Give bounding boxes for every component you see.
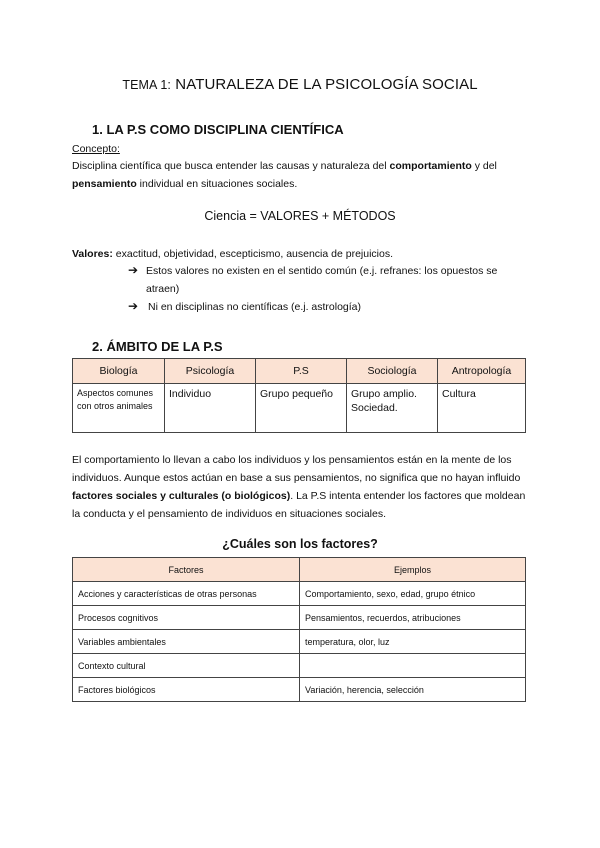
values-text: exactitud, objetividad, escepticismo, ausencia de prejuicios. [112,248,394,260]
scope-cell-psicologia: Individuo [165,384,256,433]
scope-header-sociologia: Sociología [347,359,438,384]
scope-table-header [73,359,526,384]
title-main: NATURALEZA DE LA PSICOLOGÍA SOCIAL [175,76,478,93]
def-bold2: pensamiento [72,178,137,190]
scope-cell-ps: Grupo pequeño [256,384,347,433]
example-cell: Pensamientos, recuerdos, atribuciones [300,606,526,630]
arrow-item-2: Ni en disciplinas no científicas (e.j. astrología) [148,301,362,313]
factors-title: ¿Cuáles son los factores? [222,537,378,551]
def-bold1: comportamiento [389,160,472,172]
scope-cell-biologia: Aspectos comunes con otros animales [73,384,165,433]
factors-table-header [73,558,526,582]
table-row [73,606,526,630]
arrow-right-icon: ➔ [128,263,139,277]
scope-cell-antropologia: Cultura [438,384,526,433]
factor-cell: Procesos cognitivos [73,606,300,630]
scope-table [72,358,526,433]
def-part2: y del [471,160,497,172]
example-cell [300,654,526,678]
section2-heading: 2. ÁMBITO DE LA P.S [92,339,223,354]
factor-cell: Factores biológicos [73,678,300,702]
title-prefix: TEMA 1: [122,78,171,92]
arrow-item-1: Estos valores no existen en el sentido común (e.j. refranes: los opuestos se atraen) [146,265,498,295]
values-label: Valores: [72,248,113,260]
arrow-right-icon: ➔ [128,299,139,313]
scope-paragraph [72,451,530,523]
values-line [72,245,532,263]
factor-cell: Variables ambientales [73,630,300,654]
table-row [73,582,526,606]
concept-label: Concepto: [72,143,120,155]
factor-cell: Contexto cultural [73,654,300,678]
factor-cell: Acciones y características de otras personas [73,582,300,606]
scope-table-row [73,384,526,433]
factors-table [72,557,526,702]
scope-header-psicologia: Psicología [165,359,256,384]
scope-header-ps: P.S [256,359,347,384]
para-bold: factores sociales y culturales (o biológicos) [72,490,291,502]
example-cell: temperatura, olor, luz [300,630,526,654]
section1-heading: 1. LA P.S COMO DISCIPLINA CIENTÍFICA [92,122,344,137]
def-part1: Disciplina científica que busca entender las causas y naturaleza del [72,160,390,172]
table-row [73,678,526,702]
def-part3: individual en situaciones sociales. [136,178,298,190]
factors-header-ejemplos: Ejemplos [300,558,526,582]
para-part2: . La P.S intenta entender los factores que moldean la conducta y el pensamiento de individuos en situaciones sociales. [72,490,526,520]
table-row [73,630,526,654]
concept-definition [72,157,532,193]
example-cell: Comportamiento, sexo, edad, grupo étnico [300,582,526,606]
scope-cell-sociologia: Grupo amplio. Sociedad. [347,384,438,433]
scope-header-biologia: Biología [73,359,165,384]
scope-header-antropologia: Antropología [438,359,526,384]
table-row [73,654,526,678]
page-title [0,76,600,93]
para-part1: El comportamiento lo llevan a cabo los individuos y los pensamientos están en la mente de los individuos. Aunque estos actúan en base a sus pensamientos, no significa que no hayan influido [72,454,521,484]
factors-header-factores: Factores [73,558,300,582]
formula: Ciencia = VALORES + MÉTODOS [204,209,396,223]
example-cell: Variación, herencia, selección [300,678,526,702]
